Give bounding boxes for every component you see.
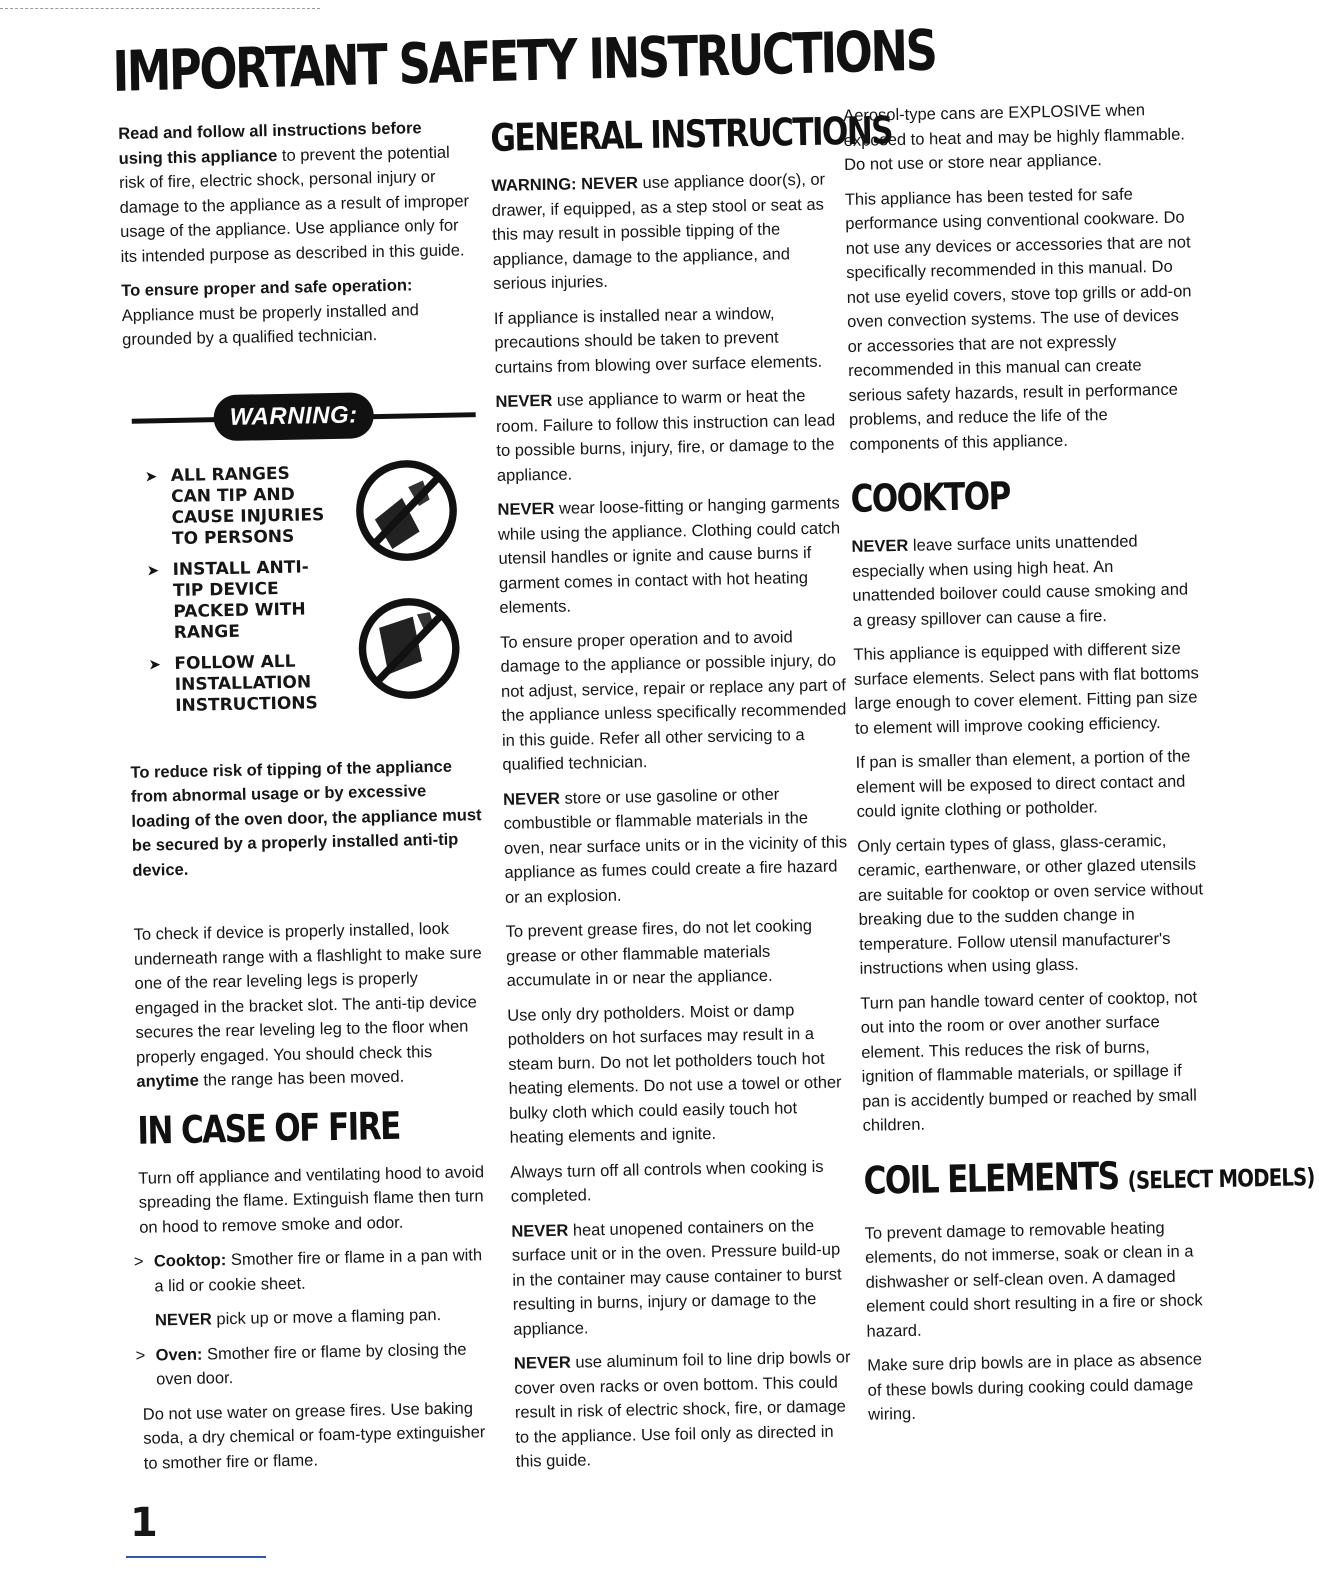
general-paragraph	[503, 781, 850, 910]
warning-list	[145, 462, 340, 727]
cooktop-text: leave surface units unattended especially when using high heat. An unattended boilover could cause smoking and a greasy spillover can cause a fire.	[851, 532, 1189, 630]
grease-fire-paragraph: Do not use water on grease fires. Use baking soda, a dry chemical or foam-type extinguisher to smother fire or flame.	[142, 1398, 486, 1473]
coil-paragraph: To prevent damage to removable heating elements, do not immerse, soak or clean in a dishwasher or self-clean oven. A damaged element could short resulting in a fire or shock hazard.	[864, 1218, 1203, 1341]
arrow-bullet-icon: >	[135, 1346, 146, 1365]
general-paragraph: To ensure proper operation and to avoid damage to the appliance or possible injury, do not adjust, service, repair or replace any part of the appliance unless specifically recommended in this guide. Refer all other servicing to a qualified technician.	[499, 627, 847, 774]
operation-bold: To ensure proper and safe operation:	[121, 276, 413, 300]
in-case-of-fire-heading: IN CASE OF FIRE	[136, 1103, 401, 1153]
cooktop-text: Smother fire or flame in a pan with a lid or cookie sheet.	[154, 1246, 483, 1296]
no-tipping-range-icon	[352, 456, 460, 564]
warning-label: WARNING:	[213, 392, 374, 441]
coil-paragraph: Make sure drip bowls are in place as absence of these bowls during cooking could damage wiring.	[867, 1350, 1203, 1424]
intro-text: to prevent the potential risk of fire, electric shock, personal injury or damage to the appliance as a result of improper usage of the appliance. Use appliance only for its intended purpose as described in this guide.	[118, 143, 470, 266]
general-paragraph: Use only dry potholders. Moist or damp potholders on hot surfaces may result in a steam burn. Do not let potholders touch hot heating elements. Do not use a towel or other bulky cloth which could easily touch hot heating elements and ignite.	[507, 1000, 842, 1147]
intro-paragraph	[118, 115, 473, 269]
general-text: use aluminum foil to line drip bowls or cover oven racks or oven bottom. This could result in risk of electric shock, fire, or damage to the appliance. Use foil only as directed in this guide.	[514, 1348, 851, 1471]
general-text: store or use gasoline or other combustible or flammable materials in the oven, near surface units or in the vicinity of this appliance as fumes could create a fire hazard or an explosion.	[503, 785, 848, 907]
general-paragraph	[495, 383, 842, 488]
general-paragraph	[491, 167, 838, 296]
never-bold: NEVER	[851, 536, 909, 556]
general-text: wear loose-fitting or hanging garments while using the appliance. Clothing could catch utensil handles or ignite and cause burns if garment comes in contact with hot heating elements.	[497, 494, 841, 617]
no-tipping-range-icon	[355, 594, 463, 702]
warning-item	[148, 650, 339, 717]
arrow-bullet-icon: ➤	[148, 654, 162, 674]
never-text: pick up or move a flaming pan.	[211, 1306, 442, 1329]
fire-paragraph: Turn off appliance and ventilating hood to avoid spreading the flame. Extinguish flame then turn on hood to remove smoke and odor.	[138, 1162, 485, 1237]
general-text: use appliance door(s), or drawer, if equipped, as a step stool or seat as this may result in possible tipping of the appliance, damage to the appliance, and serious injuries.	[491, 170, 826, 293]
general-paragraph: Always turn off all controls when cooking is completed.	[510, 1157, 824, 1206]
never-bold: NEVER	[154, 1310, 213, 1330]
arrow-bullet-icon: >	[133, 1252, 144, 1271]
check-device-paragraph	[133, 916, 488, 1094]
footer-rule	[126, 1556, 266, 1558]
general-paragraph	[511, 1213, 858, 1342]
warning-item-text: FOLLOW ALL INSTALLATION INSTRUCTIONS	[174, 651, 318, 716]
never-bold: NEVER	[511, 1221, 569, 1241]
arrow-bullet-icon: ➤	[144, 466, 158, 486]
aerosol-paragraph: Aerosol-type cans are EXPLOSIVE when exposed to heat and may be highly flammable. Do not use or store near appliance.	[843, 101, 1186, 174]
cooktop-fire-item	[133, 1243, 493, 1299]
cooktop-paragraph: This appliance is equipped with different size surface elements. Select pans with flat bottoms large enough to cover element. Fitting pan size to element will improve cooking efficiency.	[853, 639, 1200, 738]
column-middle	[490, 108, 893, 1484]
top-scan-line	[0, 8, 320, 9]
general-paragraph: If appliance is installed near a window, precautions should be taken to prevent curtains from blowing over surface elements.	[493, 304, 823, 377]
oven-fire-item	[135, 1337, 494, 1393]
warning-item	[146, 556, 338, 644]
cooktop-heading: COOKTOP	[850, 473, 1011, 521]
warning-item	[145, 462, 337, 550]
page-title: IMPORTANT SAFETY INSTRUCTIONS	[112, 18, 936, 105]
warning-item-text: ALL RANGES CAN TIP AND CAUSE INJURIES TO PERSONS	[170, 463, 325, 549]
check-text-a: To check if device is properly installed, look underneath range with a flashlight to make sure one of the rear leveling legs is properly engaged in the bracket slot. The anti-tip device secures the rear leveling leg to the floor when properly engaged. You should check this	[133, 919, 482, 1067]
accessories-paragraph: This appliance has been tested for safe performance using conventional cookware. Do not use any devices or accessories that are not specifically recommended in this manual. Do not use eyelid covers, stove top grills or add-on oven convection systems. The use of devices or accessories that are not expressly recommended in this manual can create serious safety hazards, result in performance problems, and reduce the life of the components of this appliance.	[844, 184, 1192, 454]
column-left	[118, 115, 496, 1486]
cooktop-paragraph	[851, 528, 1198, 633]
column-right	[843, 97, 1315, 1437]
warning-block	[123, 384, 482, 751]
never-flaming-pan	[141, 1302, 493, 1333]
intro-bold: Read and follow all instructions before using this appliance	[118, 119, 422, 168]
general-text: use appliance to warm or heat the room. Failure to follow this instruction can lead to possible burns, injury, fire, or damage to the appliance.	[495, 386, 836, 485]
general-paragraph	[514, 1345, 861, 1474]
never-bold: NEVER	[497, 499, 555, 519]
coil-elements-heading	[863, 1153, 1315, 1207]
cooktop-paragraph: Turn pan handle toward center of cooktop, not out into the room or over another surface element. This reduces the risk of burns, ignition of flammable materials, or spillage if pan is accidently bumped or reached by small children.	[860, 987, 1198, 1135]
general-text: heat unopened containers on the surface unit or in the oven. Pressure build-up in the container may cause container to burst resulting in burns, injury or damage to the appliance.	[511, 1216, 842, 1339]
warning-never-bold: WARNING: NEVER	[491, 174, 639, 195]
cooktop-paragraph: Only certain types of glass, glass-ceramic, ceramic, earthenware, or other glazed utensils are suitable for cooktop or oven service without breaking due to the sudden change in temperature. Follow utensil manufacturer's instructions when using glass.	[857, 831, 1204, 978]
oven-text: Smother fire or flame by closing the oven door.	[155, 1340, 467, 1389]
never-bold: NEVER	[495, 391, 553, 411]
general-paragraph	[497, 491, 844, 620]
cooktop-paragraph: If pan is smaller than element, a portion of the element will be exposed to direct contact and could ignite clothing or potholder.	[855, 747, 1191, 821]
operation-text: Appliance must be properly installed and grounded by a qualified technician.	[121, 300, 420, 349]
general-paragraph: To prevent grease fires, do not let cooking grease or other flammable materials accumulate in or near the appliance.	[505, 916, 813, 990]
check-bold: anytime	[136, 1071, 199, 1091]
operation-paragraph	[121, 272, 474, 352]
page-number: 1	[130, 1500, 158, 1546]
never-bold: NEVER	[513, 1353, 571, 1373]
check-text-b: the range has been moved.	[198, 1067, 405, 1090]
anti-tip-note: To reduce risk of tipping of the appliance from abnormal usage or by excessive loading of the oven door, the appliance must be secured by a properly installed anti-tip device.	[130, 757, 482, 880]
coil-title-text: COIL ELEMENTS	[863, 1153, 1119, 1203]
cooktop-bold: Cooktop:	[153, 1251, 227, 1271]
coil-subtitle: (SELECT MODELS)	[1127, 1162, 1315, 1195]
arrow-bullet-icon: ➤	[146, 560, 160, 580]
warning-item-text: INSTALL ANTI-TIP DEVICE PACKED WITH RANGE	[172, 556, 309, 643]
oven-bold: Oven:	[155, 1345, 203, 1365]
never-bold: NEVER	[502, 789, 561, 809]
general-instructions-heading: GENERAL INSTRUCTIONS	[490, 108, 893, 160]
